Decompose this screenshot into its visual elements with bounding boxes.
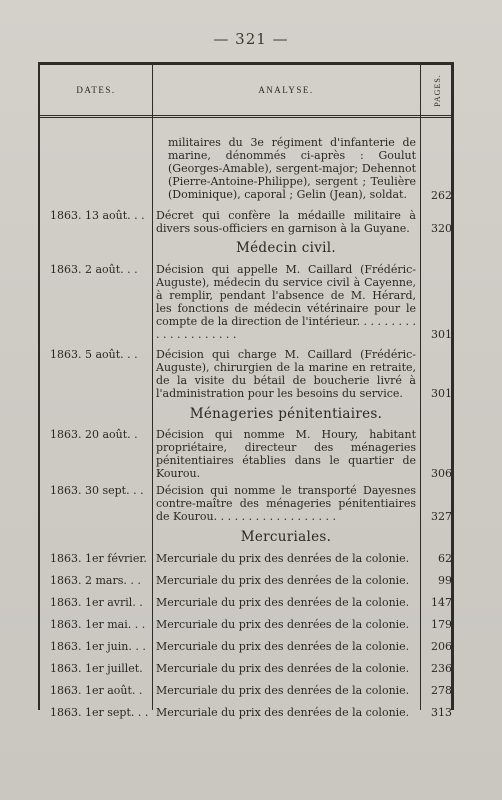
entry-page: 147: [431, 596, 452, 609]
entry-date: 1863. 1er août. .: [50, 684, 143, 697]
table-row: [40, 596, 451, 611]
table-body: [40, 115, 452, 719]
list-item: [40, 484, 451, 523]
header-pages-cell: [421, 69, 454, 111]
entry-text: Mercuriale du prix des denrées de la colonie.: [156, 552, 410, 565]
entry-date: 1863. 1er juin. . .: [50, 640, 146, 653]
index-table: [38, 62, 454, 719]
entry-text: militaires du 3e régiment d'infanterie de marine, dénommés ci-après : Goulut (Georges-Amable), sergent-major; Dehennot (Pierre-Antoine-Philippe), sergent ; Teulière (Dominique), caporal ; Gelin (Jean), soldat.: [168, 136, 416, 201]
entry-date: 1863. 13 août. . .: [50, 209, 145, 222]
entry-text: Mercuriale du prix des denrées de la colonie.: [156, 596, 410, 609]
entry-text: Décision qui appelle M. Caillard (Frédéric-Auguste), médecin du service civil à Cayenne, à remplir, pendant l'absence de M. Hérard, les fonctions de médecin vétérinaire pour le compte de la direction de l'intérieur. . . . . . . . . . . . . . . . . . . . .: [156, 263, 416, 341]
entry-date: 1863. 2 mars. . .: [50, 574, 141, 587]
header-pages: PAGES.: [432, 73, 442, 107]
page-number: — 321 —: [213, 30, 289, 48]
entry-date: 1863. 30 sept. . .: [50, 484, 144, 497]
entry-date: 1863. 2 août. . .: [50, 263, 138, 276]
entry-text: Décret qui confère la médaille militaire à divers sous-officiers en garnison à la Guyane.: [156, 209, 416, 235]
entry-page: 62: [438, 552, 452, 565]
header-analyse: ANALYSE.: [258, 85, 314, 95]
list-item: [40, 348, 451, 400]
table-row: [40, 706, 451, 721]
entry-date: 1863. 20 août. .: [50, 428, 138, 441]
table-row: [40, 618, 451, 633]
list-item: [40, 263, 451, 341]
entry-page: 179: [431, 618, 452, 631]
entry-text: Décision qui nomme le transporté Dayesnes contre-maître des ménageries pénitentiaires de Kourou. . . . . . . . . . . . . . . . . .: [156, 484, 416, 523]
list-item: [40, 209, 451, 235]
entry-text: Mercuriale du prix des denrées de la colonie.: [156, 662, 410, 675]
header-dates: DATES.: [76, 85, 116, 95]
table-row: [40, 662, 451, 677]
entry-date: 1863. 5 août. . .: [50, 348, 138, 361]
list-item: [40, 428, 451, 480]
entry-page: 262: [431, 189, 452, 202]
section-heading: Médecin civil.: [236, 240, 336, 256]
entry-text: Mercuriale du prix des denrées de la colonie.: [156, 574, 410, 587]
entry-page: 301: [431, 387, 452, 400]
table-header: [40, 65, 451, 118]
list-item: [40, 136, 451, 202]
entry-page: 99: [438, 574, 452, 587]
entry-date: 1863. 1er sept. . .: [50, 706, 149, 719]
entry-text: Décision qui nomme M. Houry, habitant propriétaire, directeur des ménageries pénitentiaires établies dans le quartier de Kourou.: [156, 428, 416, 480]
entry-text: Mercuriale du prix des denrées de la colonie.: [156, 706, 410, 719]
entry-date: 1863. 1er juillet.: [50, 662, 143, 675]
entry-page: 206: [431, 640, 452, 653]
entry-text: Mercuriale du prix des denrées de la colonie.: [156, 640, 410, 653]
entry-text: Décision qui charge M. Caillard (Frédéric-Auguste), chirurgien de la marine en retraite, de la visite du bétail de boucherie livré à l'administration pour les besoins du service.: [156, 348, 416, 400]
entry-date: 1863. 1er mai. . .: [50, 618, 146, 631]
section-heading: Mercuriales.: [240, 529, 332, 545]
entry-page: 278: [431, 684, 452, 697]
table-row: [40, 684, 451, 699]
entry-page: 327: [431, 510, 452, 523]
entry-page: 306: [431, 467, 452, 480]
entry-page: 236: [431, 662, 452, 675]
entry-text: Mercuriale du prix des denrées de la colonie.: [156, 684, 410, 697]
entry-text: Mercuriale du prix des denrées de la colonie.: [156, 618, 410, 631]
table-row: [40, 574, 451, 589]
entry-page: 313: [431, 706, 452, 719]
entry-date: 1863. 1er avril. .: [50, 596, 143, 609]
entry-page: 301: [431, 328, 452, 341]
table-row: [40, 640, 451, 655]
entry-date: 1863. 1er février.: [50, 552, 147, 565]
entry-page: 320: [431, 222, 452, 235]
section-heading: Ménageries pénitentiaires.: [189, 406, 383, 422]
table-row: [40, 552, 451, 567]
